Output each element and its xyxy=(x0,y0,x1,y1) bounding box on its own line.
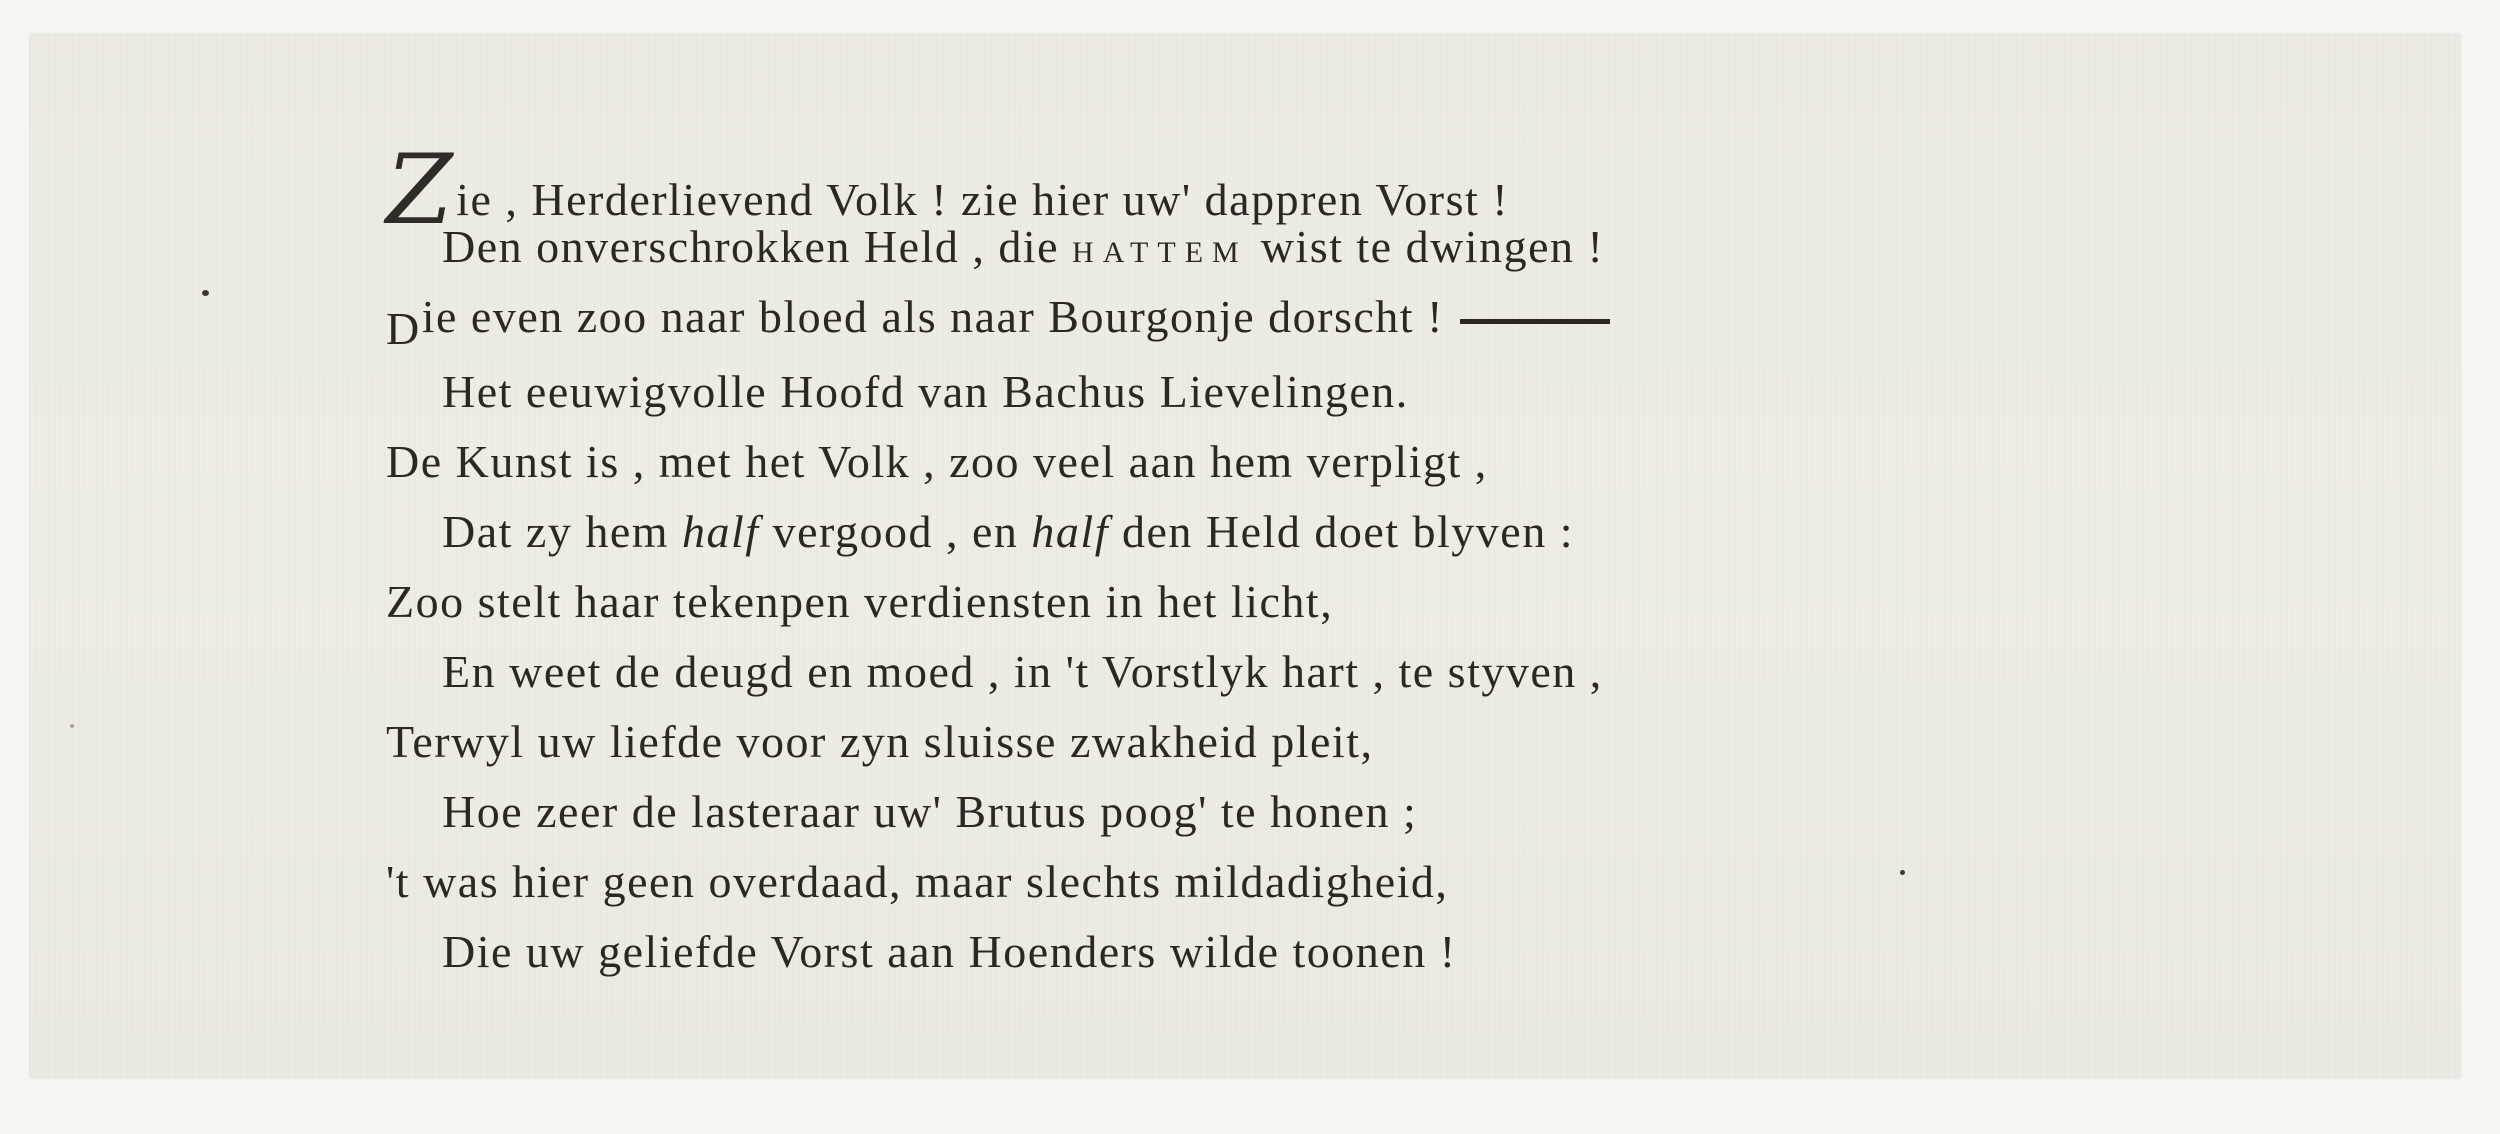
poem-line-9: Terwyl uw liefde voor zyn sluisse zwakheid pleit, xyxy=(386,716,1374,767)
poem-line-2-before: Den onverschrokken Held , die xyxy=(442,221,1060,272)
paper-sheet xyxy=(30,34,2460,1078)
poem-line-3 xyxy=(386,291,1610,354)
poem-text xyxy=(30,34,2460,1078)
poem-line-1-text: ie , Herderlievend Volk ! zie hier uw' dappren Vorst ! xyxy=(456,174,1510,225)
poem-line-6-c: den Held doet blyven : xyxy=(1121,506,1574,557)
ink-speck xyxy=(1900,870,1905,875)
poem-line-6 xyxy=(442,506,1574,557)
poem-line-5: De Kunst is , met het Volk , zoo veel aan hem verpligt , xyxy=(386,436,1488,487)
poem-line-6-a: Dat zy hem xyxy=(442,506,670,557)
em-dash-rule xyxy=(1460,319,1610,324)
ink-speck xyxy=(70,724,74,728)
poem-line-4: Het eeuwigvolle Hoofd van Bachus Lievelingen. xyxy=(442,366,1409,417)
poem-line-10: Hoe zeer de lasteraar uw' Brutus poog' te honen ; xyxy=(442,786,1418,837)
poem-line-2-smallcaps: HATTEM xyxy=(1072,236,1248,269)
poem-line-6-italic-2: half xyxy=(1031,506,1109,557)
poem-line-12: Die uw geliefde Vorst aan Hoenders wilde toonen ! xyxy=(442,926,1457,977)
poem-line-2 xyxy=(442,221,1605,272)
poem-line-11: 't was hier geen overdaad, maar slechts mildadigheid, xyxy=(386,856,1449,907)
ink-speck xyxy=(202,290,209,296)
poem-line-3-text: ie even zoo naar bloed als naar Bourgonje dorscht ! xyxy=(421,291,1444,342)
poem-line-6-italic-1: half xyxy=(682,506,760,557)
poem-line-2-after: wist te dwingen ! xyxy=(1260,221,1605,272)
poem-line-7: Zoo stelt haar tekenpen verdiensten in het licht, xyxy=(386,576,1334,627)
decorative-initial: Z xyxy=(386,134,455,246)
dropped-letter: D xyxy=(386,303,421,354)
poem-line-8: En weet de deugd en moed , in 't Vorstlyk hart , te styven , xyxy=(442,646,1603,697)
poem-line-6-b: vergood , en xyxy=(772,506,1019,557)
